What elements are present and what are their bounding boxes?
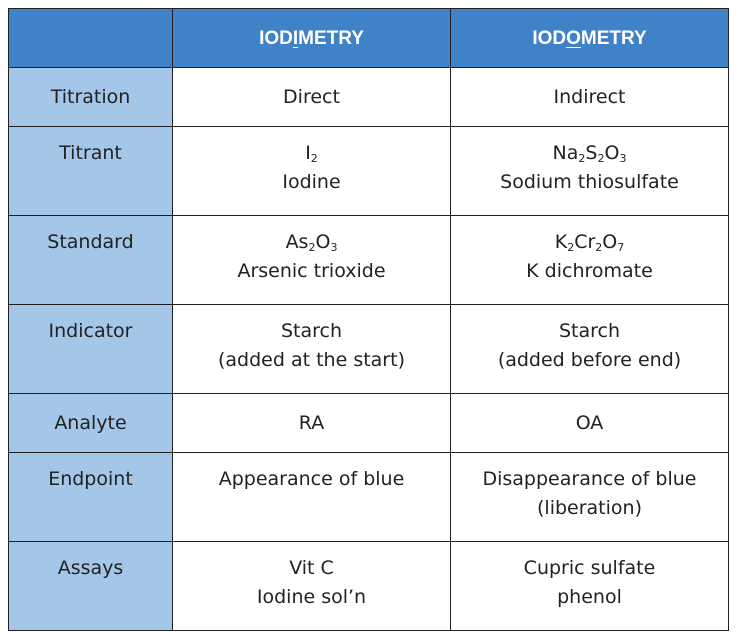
standard-iodometry-name: K dichromate bbox=[526, 260, 653, 282]
iodometry-title-post: METRY bbox=[580, 27, 647, 49]
row-label-endpoint: Endpoint bbox=[9, 453, 173, 542]
row-titration bbox=[9, 68, 729, 127]
cell-titrant-iodimetry bbox=[173, 127, 451, 216]
iodometry-title-pre: IOD bbox=[532, 27, 567, 49]
row-titrant bbox=[9, 127, 729, 216]
row-analyte bbox=[9, 394, 729, 453]
iodometry-title-underlined: O bbox=[566, 27, 581, 49]
assays-iodimetry-line1: Vit C bbox=[289, 557, 334, 579]
titrant-iodometry-name: Sodium thiosulfate bbox=[500, 171, 679, 193]
row-label-analyte: Analyte bbox=[9, 394, 173, 453]
cell-analyte-iodometry: OA bbox=[451, 394, 729, 453]
indicator-iodimetry-line2: (added at the start) bbox=[218, 349, 405, 371]
iodimetry-title-post: METRY bbox=[298, 27, 364, 49]
cell-standard-iodimetry bbox=[173, 216, 451, 305]
standard-iodometry-formula: $K_2Cr_2O_7$ bbox=[554, 231, 625, 254]
row-label-titration: Titration bbox=[9, 68, 173, 127]
titrant-iodometry-formula: $Na_2S_2O_3$ bbox=[552, 142, 627, 165]
header-iodimetry bbox=[173, 9, 451, 68]
comparison-table bbox=[8, 8, 729, 631]
cell-indicator-iodometry bbox=[451, 305, 729, 394]
indicator-iodometry-line1: Starch bbox=[558, 320, 621, 342]
standard-iodimetry-formula: $As_2O_3$ bbox=[285, 231, 338, 254]
assays-iodimetry-line2: Iodine sol’n bbox=[256, 586, 367, 608]
cell-titrant-iodometry bbox=[451, 127, 729, 216]
cell-titration-iodimetry: Direct bbox=[173, 68, 451, 127]
row-assays bbox=[9, 542, 729, 631]
row-label-titrant: Titrant bbox=[9, 127, 173, 216]
row-standard bbox=[9, 216, 729, 305]
cell-endpoint-iodimetry bbox=[173, 453, 451, 542]
endpoint-iodimetry-line1: Appearance of blue bbox=[218, 468, 405, 490]
header-iodometry bbox=[451, 9, 729, 68]
iodimetry-title-pre: IOD bbox=[259, 27, 293, 49]
assays-iodometry-line1: Cupric sulfate bbox=[523, 557, 656, 579]
assays-iodometry-line2: phenol bbox=[557, 586, 622, 608]
row-indicator bbox=[9, 305, 729, 394]
cell-assays-iodometry bbox=[451, 542, 729, 631]
standard-iodimetry-name: Arsenic trioxide bbox=[237, 260, 386, 282]
row-label-assays: Assays bbox=[9, 542, 173, 631]
cell-titration-iodometry: Indirect bbox=[451, 68, 729, 127]
cell-endpoint-iodometry bbox=[451, 453, 729, 542]
endpoint-iodometry-line2: (liberation) bbox=[537, 497, 642, 519]
iodimetry-title-underlined: I bbox=[292, 27, 299, 49]
row-label-standard: Standard bbox=[9, 216, 173, 305]
endpoint-iodometry-line1: Disappearance of blue bbox=[482, 468, 697, 490]
titrant-iodimetry-name: Iodine bbox=[282, 171, 341, 193]
titrant-iodimetry-formula: $I_2$ bbox=[305, 142, 318, 165]
indicator-iodometry-line2: (added before end) bbox=[497, 349, 682, 371]
cell-assays-iodimetry bbox=[173, 542, 451, 631]
header-corner-cell bbox=[9, 9, 173, 68]
cell-analyte-iodimetry: RA bbox=[173, 394, 451, 453]
indicator-iodimetry-line1: Starch bbox=[280, 320, 343, 342]
row-endpoint bbox=[9, 453, 729, 542]
cell-standard-iodometry bbox=[451, 216, 729, 305]
cell-indicator-iodimetry bbox=[173, 305, 451, 394]
header-row bbox=[9, 9, 729, 68]
row-label-indicator: Indicator bbox=[9, 305, 173, 394]
